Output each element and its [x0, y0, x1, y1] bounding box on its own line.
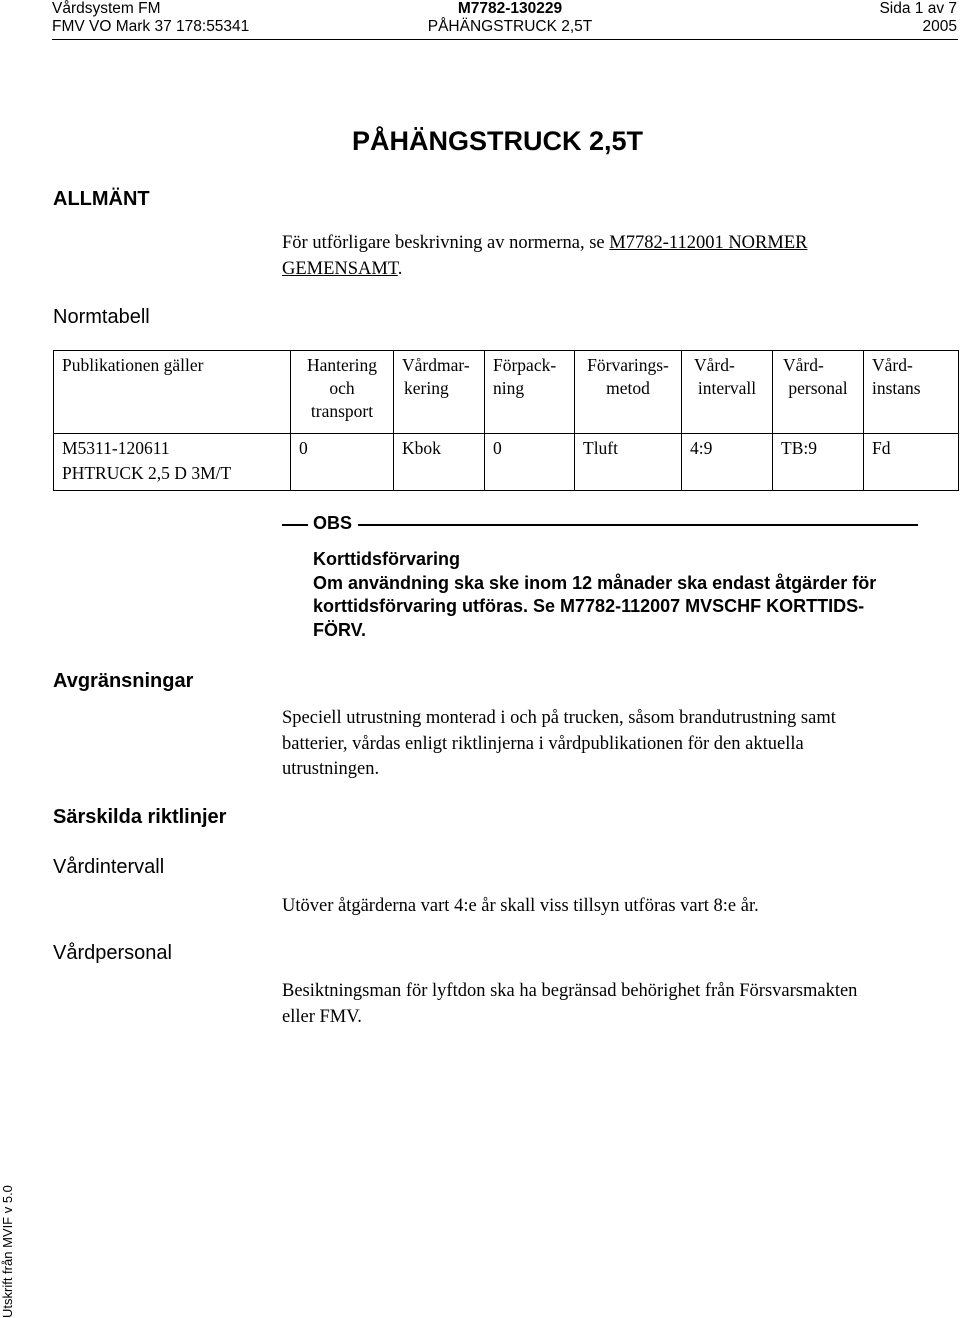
- paragraph-line: utrustningen.: [282, 759, 380, 779]
- header-cell-vardinstans: Vård- instans: [864, 351, 959, 434]
- obs-line: FÖRV.: [313, 619, 367, 640]
- header-divider: [52, 39, 958, 40]
- section-heading-avgransningar: Avgränsningar: [53, 670, 194, 692]
- vardintervall-text: Utöver åtgärderna vart 4:e år skall viss tillsyn utföras vart 8:e år.: [282, 896, 759, 916]
- section-heading-normtabell: Normtabell: [53, 306, 150, 328]
- page-title: PÅHÄNGSTRUCK 2,5T: [352, 126, 644, 156]
- header-cell-vardintervall: Vård- intervall: [682, 351, 773, 434]
- header-left: [52, 0, 249, 36]
- avgransningar-text: [282, 706, 952, 783]
- page-indicator: Sida 1 av 7: [879, 0, 957, 17]
- paragraph-line: Besiktningsman för lyftdon ska ha begränsad behörighet från Försvarsmakten: [282, 981, 858, 1001]
- header-cell-vardmarkering: Vårdmar- kering: [394, 351, 485, 434]
- value-hantering: 0: [291, 434, 394, 491]
- obs-rule-left: [282, 524, 308, 526]
- print-source-note: Utskrift från MVIF v 5.0: [0, 1185, 15, 1318]
- year: 2005: [922, 18, 957, 35]
- subheading-vardintervall: Vårdintervall: [53, 856, 165, 878]
- allmant-text: [282, 231, 922, 282]
- obs-rule-right: [358, 524, 918, 526]
- header-cell-forvaringsmetod: Förvarings- metod: [575, 351, 682, 434]
- header-right: [879, 0, 957, 36]
- obs-note: [313, 548, 933, 642]
- value-forvaringsmetod: Tluft: [575, 434, 682, 491]
- table-row: [54, 434, 959, 491]
- paragraph-line: batterier, vårdas enligt riktlinjerna i vårdpublikationen för den aktuella: [282, 733, 804, 754]
- table-header-row: [54, 351, 959, 434]
- obs-label: OBS: [313, 513, 353, 533]
- header-cell-publication: Publikationen gäller: [54, 351, 291, 434]
- allmant-text-suffix: .: [397, 258, 403, 279]
- header-document-title: PÅHÄNGSTRUCK 2,5T: [427, 18, 593, 35]
- obs-line: korttidsförvaring utföras. Se M7782-112007 MVSCHF KORTTIDS-: [313, 596, 865, 616]
- norm-table: [53, 350, 959, 491]
- document-number: M7782-130229: [457, 0, 563, 17]
- norm-reference-link-cont[interactable]: GEMENSAMT: [282, 258, 398, 279]
- value-vardintervall: 4:9: [682, 434, 773, 491]
- norm-reference-link[interactable]: M7782-112001 NORMER: [609, 233, 808, 253]
- header-cell-forpackning: Förpack- ning: [485, 351, 575, 434]
- subheading-vardpersonal: Vårdpersonal: [53, 942, 172, 964]
- value-vardmarkering: Kbok: [394, 434, 485, 491]
- paragraph-line: eller FMV.: [282, 1006, 362, 1027]
- header-center: [380, 0, 640, 36]
- header-cell-vardpersonal: Vård- personal: [773, 351, 864, 434]
- allmant-text-prefix: För utförligare beskrivning av normerna, se: [282, 233, 610, 253]
- obs-line: Om användning ska ske inom 12 månader ska endast åtgärder för: [313, 572, 877, 593]
- value-vardpersonal: TB:9: [773, 434, 864, 491]
- publication-cell: M5311-120611 PHTRUCK 2,5 D 3M/T: [54, 434, 291, 491]
- value-vardinstans: Fd: [864, 434, 959, 491]
- system-name: Vårdsystem FM: [52, 0, 161, 17]
- vardpersonal-text: [282, 979, 957, 1030]
- paragraph-line: Speciell utrustning monterad i och på trucken, såsom brandutrustning samt: [282, 708, 836, 728]
- header-cell-hantering: Hantering och transport: [291, 351, 394, 434]
- section-heading-allmant: ALLMÄNT: [53, 188, 150, 210]
- obs-title: Korttidsförvaring: [313, 549, 461, 569]
- value-forpackning: 0: [485, 434, 575, 491]
- mark-number: FMV VO Mark 37 178:55341: [52, 18, 250, 35]
- section-heading-sarskilda: Särskilda riktlinjer: [53, 806, 227, 828]
